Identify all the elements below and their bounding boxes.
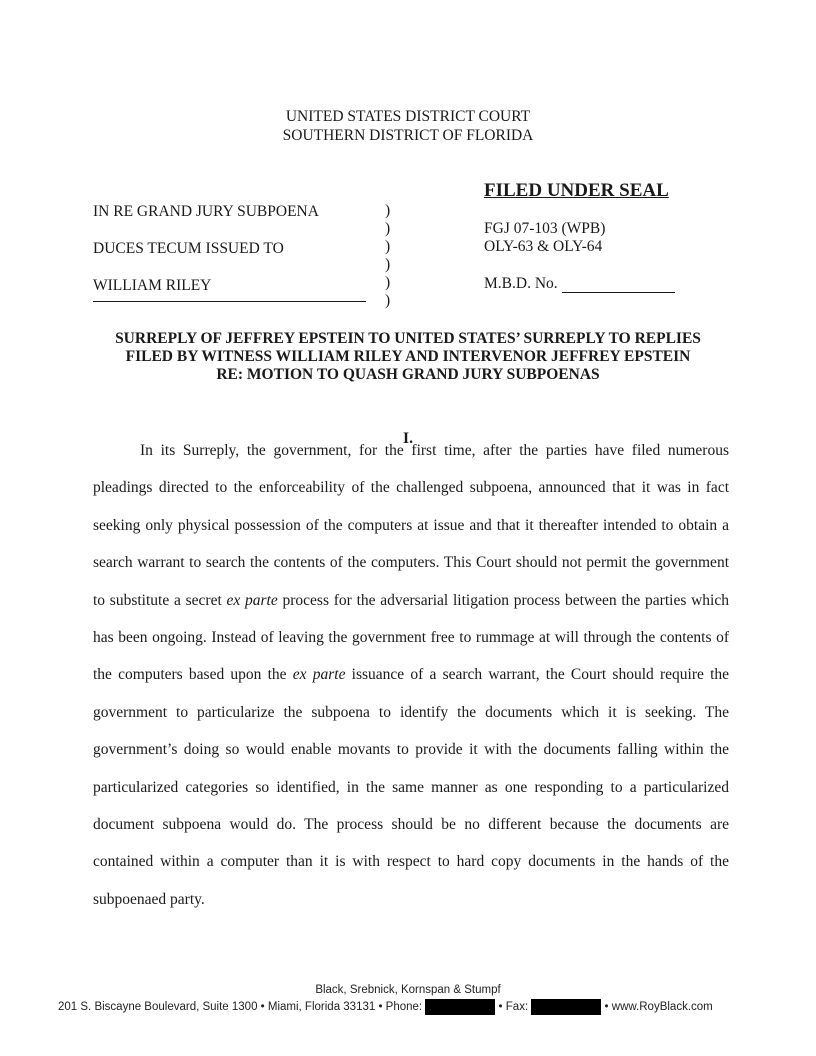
caption-paren: ): [385, 238, 391, 255]
caption-paren: ): [385, 202, 391, 219]
filed-under-seal-notice: FILED UNDER SEAL: [484, 180, 669, 201]
court-name-line-2: SOUTHERN DISTRICT OF FLORIDA: [282, 127, 534, 144]
footer-address: 201 S. Biscayne Boulevard, Suite 1300 • Miami, Florida 33131 • Phone: • Fax: • www.RoyBlack.com: [58, 999, 713, 1015]
document-heading: [0, 330, 816, 384]
heading-line-1: SURREPLY OF JEFFREY EPSTEIN TO UNITED STATES’ SURREPLY TO REPLIES: [115, 330, 701, 347]
caption-paren: ): [385, 274, 391, 291]
redaction-box: [531, 999, 601, 1015]
case-number: FGJ 07-103 (WPB): [484, 220, 606, 237]
mbd-label: M.B.D. No.: [484, 275, 558, 292]
caption-underline: [93, 301, 366, 302]
caption-paren: ): [385, 292, 391, 309]
mbd-blank-line: [562, 278, 675, 293]
mbd-number-field: [484, 275, 675, 293]
heading-line-2: FILED BY WITNESS WILLIAM RILEY AND INTERVENOR JEFFREY EPSTEIN: [125, 348, 691, 365]
oly-number: OLY-63 & OLY-64: [484, 238, 603, 255]
footer-firm-name: Black, Srebnick, Kornspan & Stumpf: [315, 984, 501, 996]
body-paragraph: In its Surreply, the government, for the first time, after the parties have filed numerous pleadings directed to the enforceability of the challenged subpoena, announced that it was in fact seeking only physical possession of the computers at issue and that it thereafter intended to obtain a search warrant to search the contents of the computers. This Court should not permit the government to substitute a secret ex parte process for the adversarial litigation process between the parties which has been ongoing. Instead of leaving the government free to rummage at will through the contents of the computers based upon the ex parte issuance of a search warrant, the Court should require the government to particularize the subpoena to identify the documents which it is seeking. The government’s doing so would enable movants to provide it with the documents falling within the particularized categories so identified, in the same manner as one responding to a particularized document subpoena would do. The process should be no different because the documents are contained within a computer than it is with respect to hard copy documents in the hands of the subpoenaed party.: [93, 442, 730, 908]
section-number: I.: [403, 430, 413, 447]
caption-paren: ): [385, 220, 391, 237]
footer-website: • www.RoyBlack.com: [604, 1001, 713, 1014]
heading-line-3: RE: MOTION TO QUASH GRAND JURY SUBPOENAS: [216, 366, 600, 383]
caption-paren: ): [385, 256, 391, 273]
redaction-box: [425, 999, 495, 1015]
court-name-line-1: UNITED STATES DISTRICT COURT: [285, 108, 531, 125]
caption-line-3: WILLIAM RILEY: [93, 277, 212, 294]
caption-line-2: DUCES TECUM ISSUED TO: [93, 240, 284, 257]
caption-line-1: IN RE GRAND JURY SUBPOENA: [93, 203, 319, 220]
